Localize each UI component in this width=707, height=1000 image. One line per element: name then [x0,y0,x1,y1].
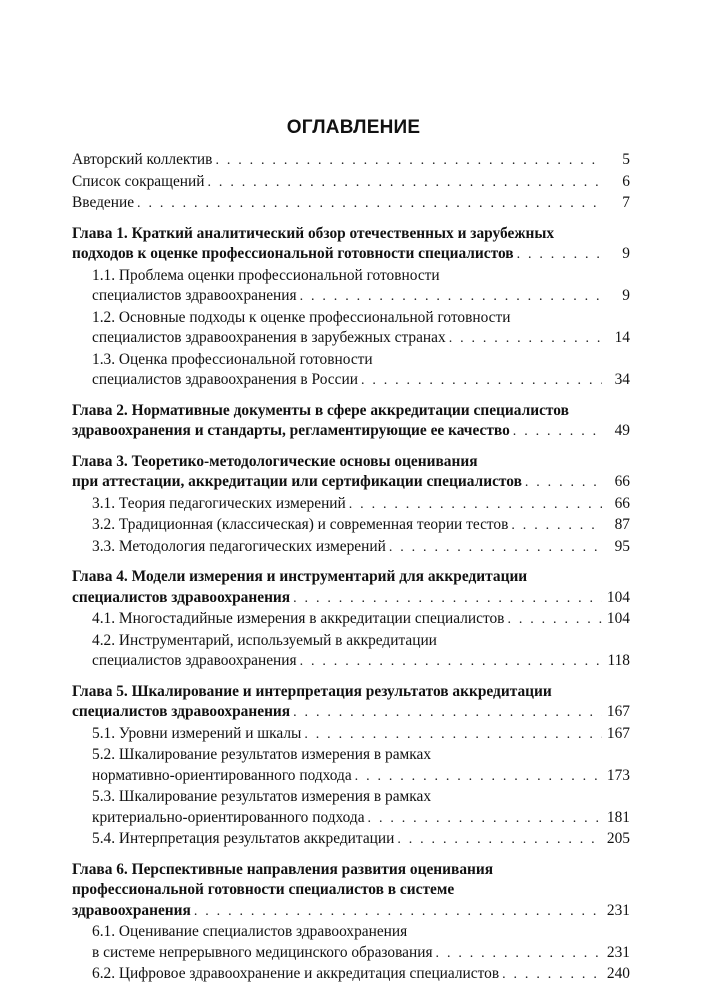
toc-entry-text: подходов к оценке профессиональной готовности специалистов [72,245,514,262]
page-number: 95 [614,537,630,555]
toc-entry-text: специалистов здравоохранения [72,588,291,606]
toc-entry-text: 5.2. Шкалирование результатов измерения в рамках [92,746,432,763]
dot-leader [397,830,602,851]
section-entry [72,964,630,986]
chapter-entry [72,452,630,494]
dot-leader [517,245,602,266]
toc-entry-text: при аттестации, аккредитации или сертификации специалистов [72,473,522,490]
page-number: 14 [614,329,630,346]
section-entry [72,787,630,829]
page-number: 9 [622,287,630,304]
toc-line [92,964,630,986]
toc-entry-text: Глава 6. Перспективные направления развития оценивания [72,860,494,878]
toc-line [92,328,630,350]
section-entry [72,609,630,631]
dot-leader [355,767,602,788]
dot-leader [525,473,602,494]
toc-entry-text: Глава 4. Модели измерения и инструментарий для аккредитации [72,568,528,585]
toc-entry-text: специалистов здравоохранения в зарубежных странах [92,329,446,346]
dot-leader [194,902,602,923]
section-entry [72,266,630,308]
toc-line [92,829,630,851]
page-number: 66 [614,473,630,490]
dot-leader [304,725,602,746]
toc-entry-text: Глава 5. Шкалирование и интерпретация результатов аккредитации [72,682,552,700]
page-number: 6 [622,172,630,190]
dot-leader [502,965,602,986]
toc-line [92,266,630,287]
toc-line [92,787,630,808]
dot-leader [215,151,602,172]
dot-leader [507,610,602,631]
toc-entry-text: Глава 1. Краткий аналитический обзор отечественных и зарубежных [72,224,555,242]
toc-entry-text: 5.1. Уровни измерений и шкалы [92,724,302,742]
section-entry [72,631,630,673]
page-number: 104 [606,588,630,606]
toc-line [92,609,630,631]
page-title: ОГЛАВЛЕНИЕ [286,117,421,138]
toc-line [72,224,630,245]
section-entry [72,829,630,851]
toc-line [72,880,630,901]
dot-leader [137,194,602,215]
toc-entry-text: 4.1. Многостадийные измерения в аккредитации специалистов [92,610,505,627]
toc-line [72,682,630,703]
page-number: 231 [606,943,630,961]
dot-leader [436,944,602,965]
chapter-entry [72,860,630,923]
toc-line [72,860,630,881]
toc-line [92,922,630,943]
section-entry [72,515,630,537]
toc-entry-text: 1.2. Основные подходы к оценке профессиональной готовности [92,308,511,326]
chapter-entry [72,567,630,609]
toc-entry-text: Глава 3. Теоретико-методологические основы оценивания [72,452,478,470]
toc-line [72,452,630,473]
toc-entry-text: профессиональной готовности специалистов в системе [72,881,455,898]
toc-line [92,766,630,788]
section-entry [72,350,630,392]
chapter-entry [72,682,630,724]
page-number: 181 [606,808,630,826]
section-entry [72,537,630,559]
toc-line [92,370,630,392]
toc-line [92,286,630,308]
section-entry [72,308,630,350]
front-matter-entry [72,172,630,194]
toc-line [92,724,630,746]
toc-entry-text: здравоохранения и стандарты, регламентирующие ее качество [72,422,510,439]
toc-entry-text: 4.2. Инструментарий, используемый в аккредитации [92,631,437,649]
toc-line [92,808,630,830]
section-entry [72,494,630,516]
toc-line [72,702,630,724]
page-number: 104 [606,610,630,627]
toc-entry-text: специалистов здравоохранения в России [92,371,358,388]
toc-entry-text: 6.2. Цифровое здравоохранение и аккредитация специалистов [92,965,500,982]
dot-leader [300,287,602,308]
toc-entry-text: 1.3. Оценка профессиональной готовности [92,350,373,368]
toc-entry-text: 3.1. Теория педагогических измерений [92,494,346,512]
toc-line [72,401,630,422]
toc-line [92,537,630,559]
toc-entry-text: специалистов здравоохранения [92,652,297,669]
toc-entry-text: нормативно-ориентированного подхода [92,766,352,784]
toc-line [92,494,630,516]
toc-entry-text: здравоохранения [72,901,191,919]
page-number: 205 [606,830,630,847]
toc-line [72,901,630,923]
toc-line [92,308,630,329]
toc-entry-text: специалистов здравоохранения [72,703,291,720]
toc-line [72,588,630,610]
dot-leader [349,495,602,516]
toc-line [72,150,630,172]
page-number: 87 [614,516,630,533]
toc-entry-text: специалистов здравоохранения [92,287,297,304]
page-number: 240 [606,965,630,982]
section-entry [72,745,630,787]
toc-entry-text: критериально-ориентированного подхода [92,808,365,826]
dot-leader [511,516,602,537]
toc-entry-text: 5.4. Интерпретация результатов аккредитации [92,830,395,847]
toc-line [92,745,630,766]
page-number: 173 [606,766,630,784]
toc-line [92,651,630,673]
dot-leader [389,538,602,559]
toc-line [72,567,630,588]
toc-entry-text: 5.3. Шкалирование результатов измерения в рамках [92,788,432,805]
page-number: 231 [606,901,630,919]
section-entry [72,922,630,964]
page-number: 118 [607,652,630,669]
toc-entry-text: Авторский коллектив [72,151,213,168]
section-entry [72,724,630,746]
toc-entry-text: 1.1. Проблема оценки профессиональной готовности [92,266,440,284]
toc-line [72,421,630,443]
page-number: 34 [614,371,630,388]
dot-leader [449,329,602,350]
toc-line [92,631,630,652]
page-number: 167 [606,724,630,742]
toc-line [92,515,630,537]
front-matter-entry [72,193,630,215]
dot-leader [361,371,602,392]
page-number: 167 [606,703,630,720]
toc-entry-text: Глава 2. Нормативные документы в сфере аккредитации специалистов [72,401,569,419]
toc-line [72,172,630,194]
toc-entry-text: Введение [72,194,135,211]
toc-line [92,350,630,371]
chapter-entry [72,401,630,443]
toc-entry-text: 6.1. Оценивание специалистов здравоохранения [92,923,408,940]
front-matter-entry [72,150,630,172]
page-number: 49 [614,422,630,439]
dot-leader [208,173,602,194]
dot-leader [368,809,602,830]
toc-line [72,193,630,215]
toc-entry-text: 3.3. Методология педагогических измерений [92,537,386,555]
page-number: 66 [614,494,630,512]
page-number: 9 [622,245,630,262]
toc-entry-text: 3.2. Традиционная (классическая) и современная теории тестов [92,516,509,533]
toc-line [72,472,630,494]
page-number: 7 [622,194,630,211]
toc-line [72,244,630,266]
dot-leader [293,703,602,724]
toc-line [92,943,630,965]
table-of-contents [72,150,630,986]
toc-entry-text: в системе непрерывного медицинского образования [92,943,433,961]
chapter-entry [72,224,630,266]
toc-entry-text: Список сокращений [72,172,205,190]
dot-leader [293,589,602,610]
page-number: 5 [622,151,630,168]
dot-leader [513,422,602,443]
dot-leader [300,652,602,673]
